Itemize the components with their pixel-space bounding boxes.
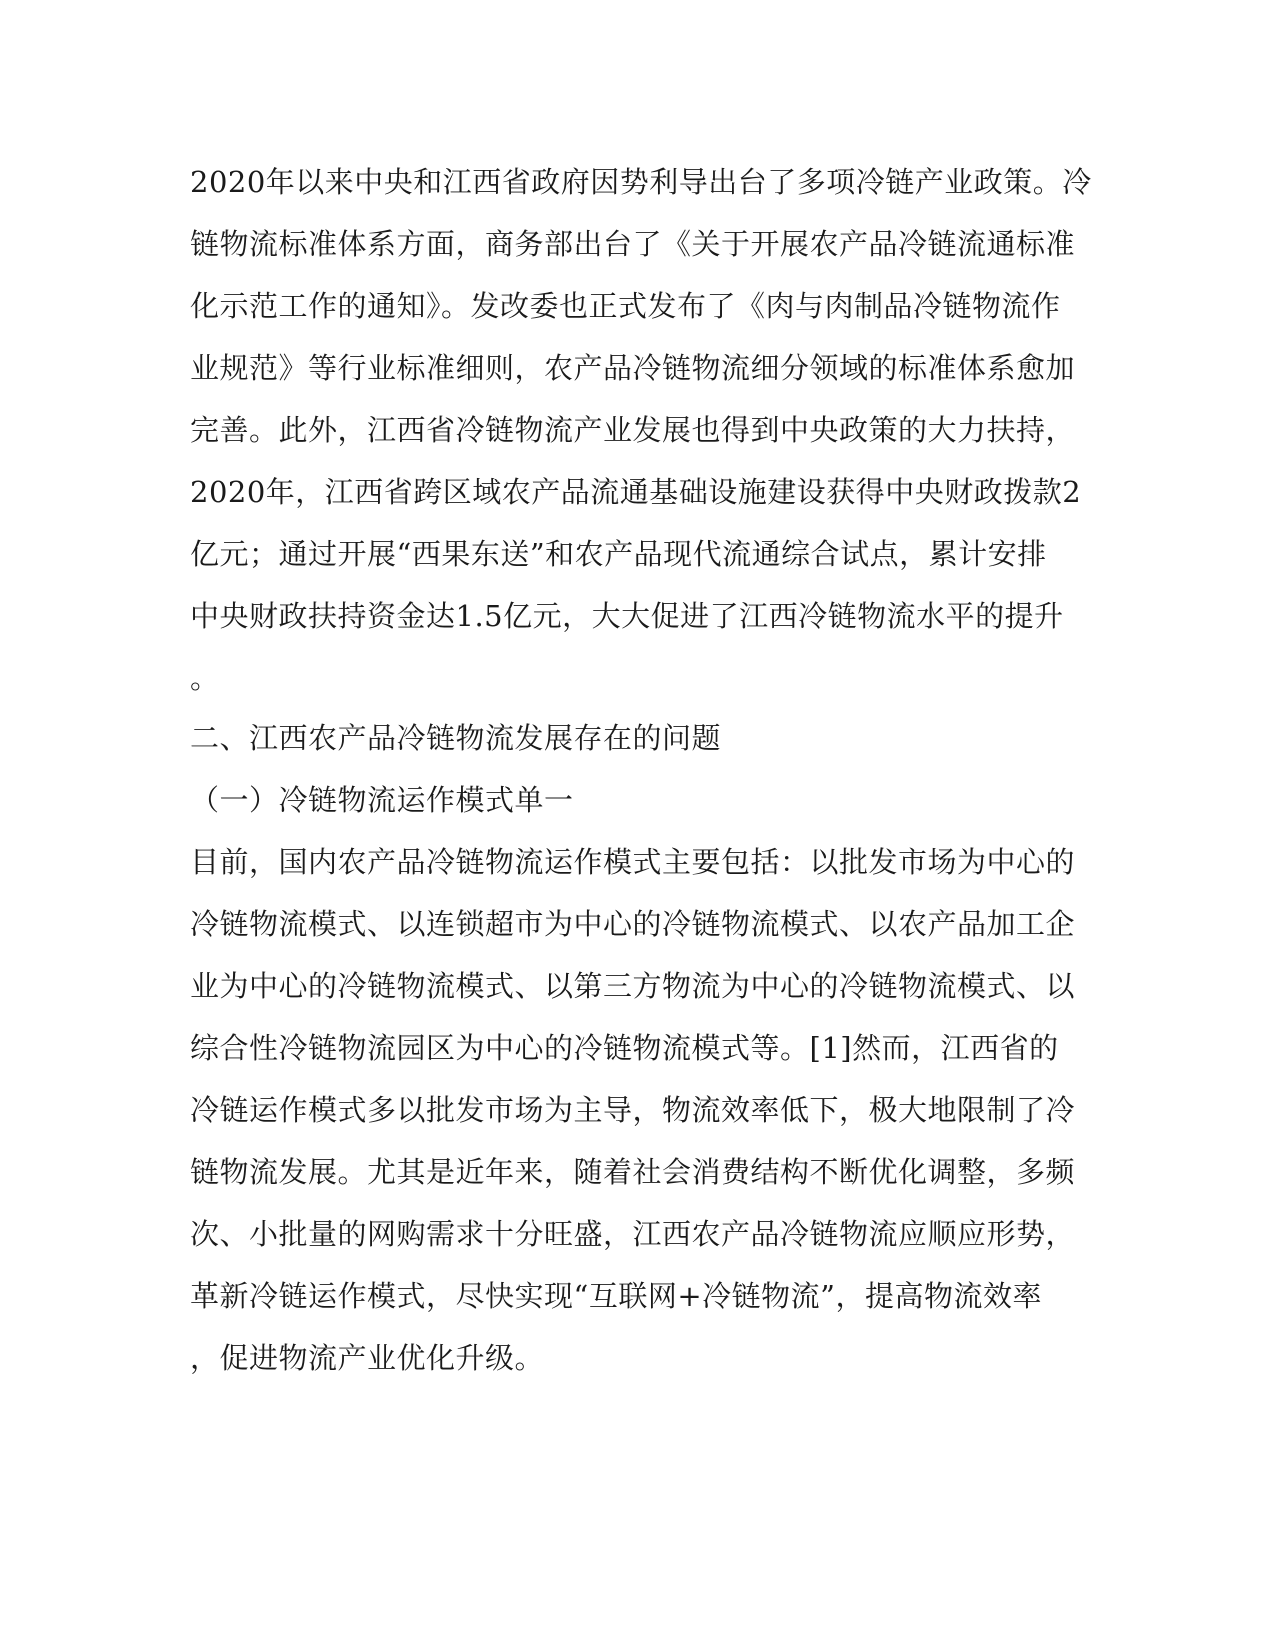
paragraph-line: 业规范》等行业标准细则，农产品冷链物流细分领域的标准体系愈加 [190, 351, 1076, 385]
subsection-heading: （一）冷链物流运作模式单一 [190, 783, 574, 817]
paragraph-line: 冷链运作模式多以批发市场为主导，物流效率低下，极大地限制了冷 [190, 1093, 1076, 1127]
paragraph-line: 革新冷链运作模式，尽快实现“互联网+冷链物流”，提高物流效率 [190, 1279, 1042, 1313]
section-heading: 二、江西农产品冷链物流发展存在的问题 [190, 721, 722, 755]
paragraph-line: 完善。此外，江西省冷链物流产业发展也得到中央政策的大力扶持， [190, 413, 1076, 447]
paragraph-line: 亿元；通过开展“西果东送”和农产品现代流通综合试点，累计安排 [190, 537, 1047, 571]
paragraph-line: 链物流标准体系方面，商务部出台了《关于开展农产品冷链流通标准 [190, 227, 1076, 261]
paragraph-line: 中央财政扶持资金达1.5亿元，大大促进了江西冷链物流水平的提升 [190, 599, 1064, 633]
paragraph-line: 综合性冷链物流园区为中心的冷链物流模式等。[1]然而，江西省的 [190, 1031, 1059, 1065]
paragraph-line: 次、小批量的网购需求十分旺盛，江西农产品冷链物流应顺应形势， [190, 1217, 1076, 1251]
paragraph-line: 冷链物流模式、以连锁超市为中心的冷链物流模式、以农产品加工企 [190, 907, 1076, 941]
paragraph-line: 2020年以来中央和江西省政府因势利导出台了多项冷链产业政策。冷 [190, 165, 1092, 199]
paragraph-line: 业为中心的冷链物流模式、以第三方物流为中心的冷链物流模式、以 [190, 969, 1076, 1003]
paragraph-line: 目前，国内农产品冷链物流运作模式主要包括：以批发市场为中心的 [190, 845, 1076, 879]
paragraph-line: 2020年，江西省跨区域农产品流通基础设施建设获得中央财政拨款2 [190, 475, 1082, 509]
paragraph-line: ，促进物流产业优化升级。 [190, 1341, 545, 1375]
paragraph-line: 化示范工作的通知》。发改委也正式发布了《肉与肉制品冷链物流作 [190, 289, 1061, 323]
paragraph-line: 。 [190, 661, 220, 695]
paragraph-line: 链物流发展。尤其是近年来，随着社会消费结构不断优化调整，多频 [190, 1155, 1076, 1189]
